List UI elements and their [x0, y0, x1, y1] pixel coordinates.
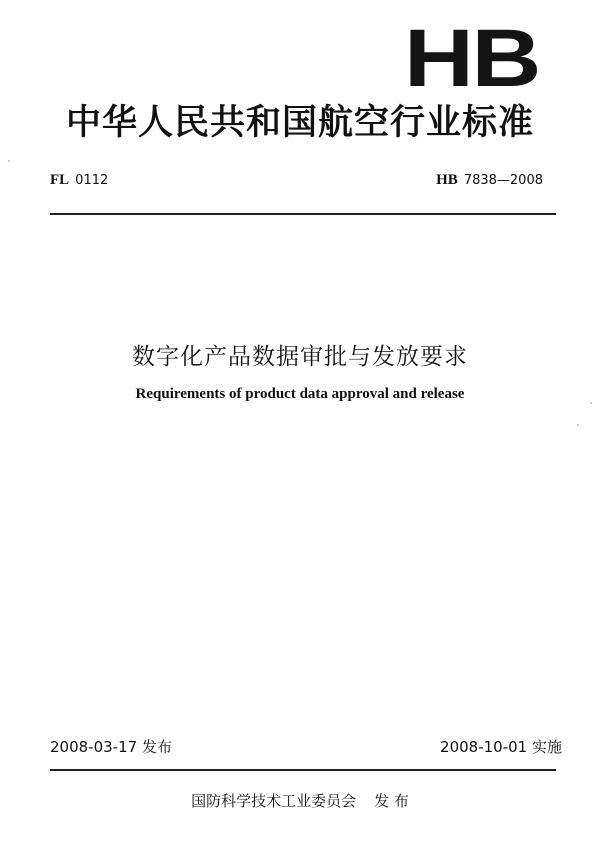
issue-date: 2008-03-17 发布: [50, 738, 172, 756]
header-divider: [50, 213, 556, 215]
document-title-english: Requirements of product data approval and release: [135, 386, 465, 402]
standard-prefix: HB: [436, 172, 458, 188]
standard-number-value: 7838—2008: [463, 173, 543, 188]
classification-prefix: FL: [50, 172, 70, 188]
scan-speck: [577, 424, 579, 426]
publisher-line: [0, 790, 600, 811]
publisher-name: 国防科学技术工业委员会: [191, 792, 357, 810]
publish-label: 发 布: [374, 792, 409, 810]
footer-divider: [50, 769, 556, 771]
standard-number: [436, 172, 543, 189]
scan-speck: [590, 402, 592, 404]
scan-speck: [8, 160, 10, 162]
page-title: 中华人民共和国航空行业标准: [65, 103, 534, 143]
classification-number: 0112: [75, 173, 109, 188]
hb-logo: HB: [404, 13, 540, 104]
classification-code: [50, 172, 108, 189]
document-title-chinese: 数字化产品数据审批与发放要求: [132, 344, 468, 370]
effective-date: 2008-10-01 实施: [440, 738, 562, 756]
